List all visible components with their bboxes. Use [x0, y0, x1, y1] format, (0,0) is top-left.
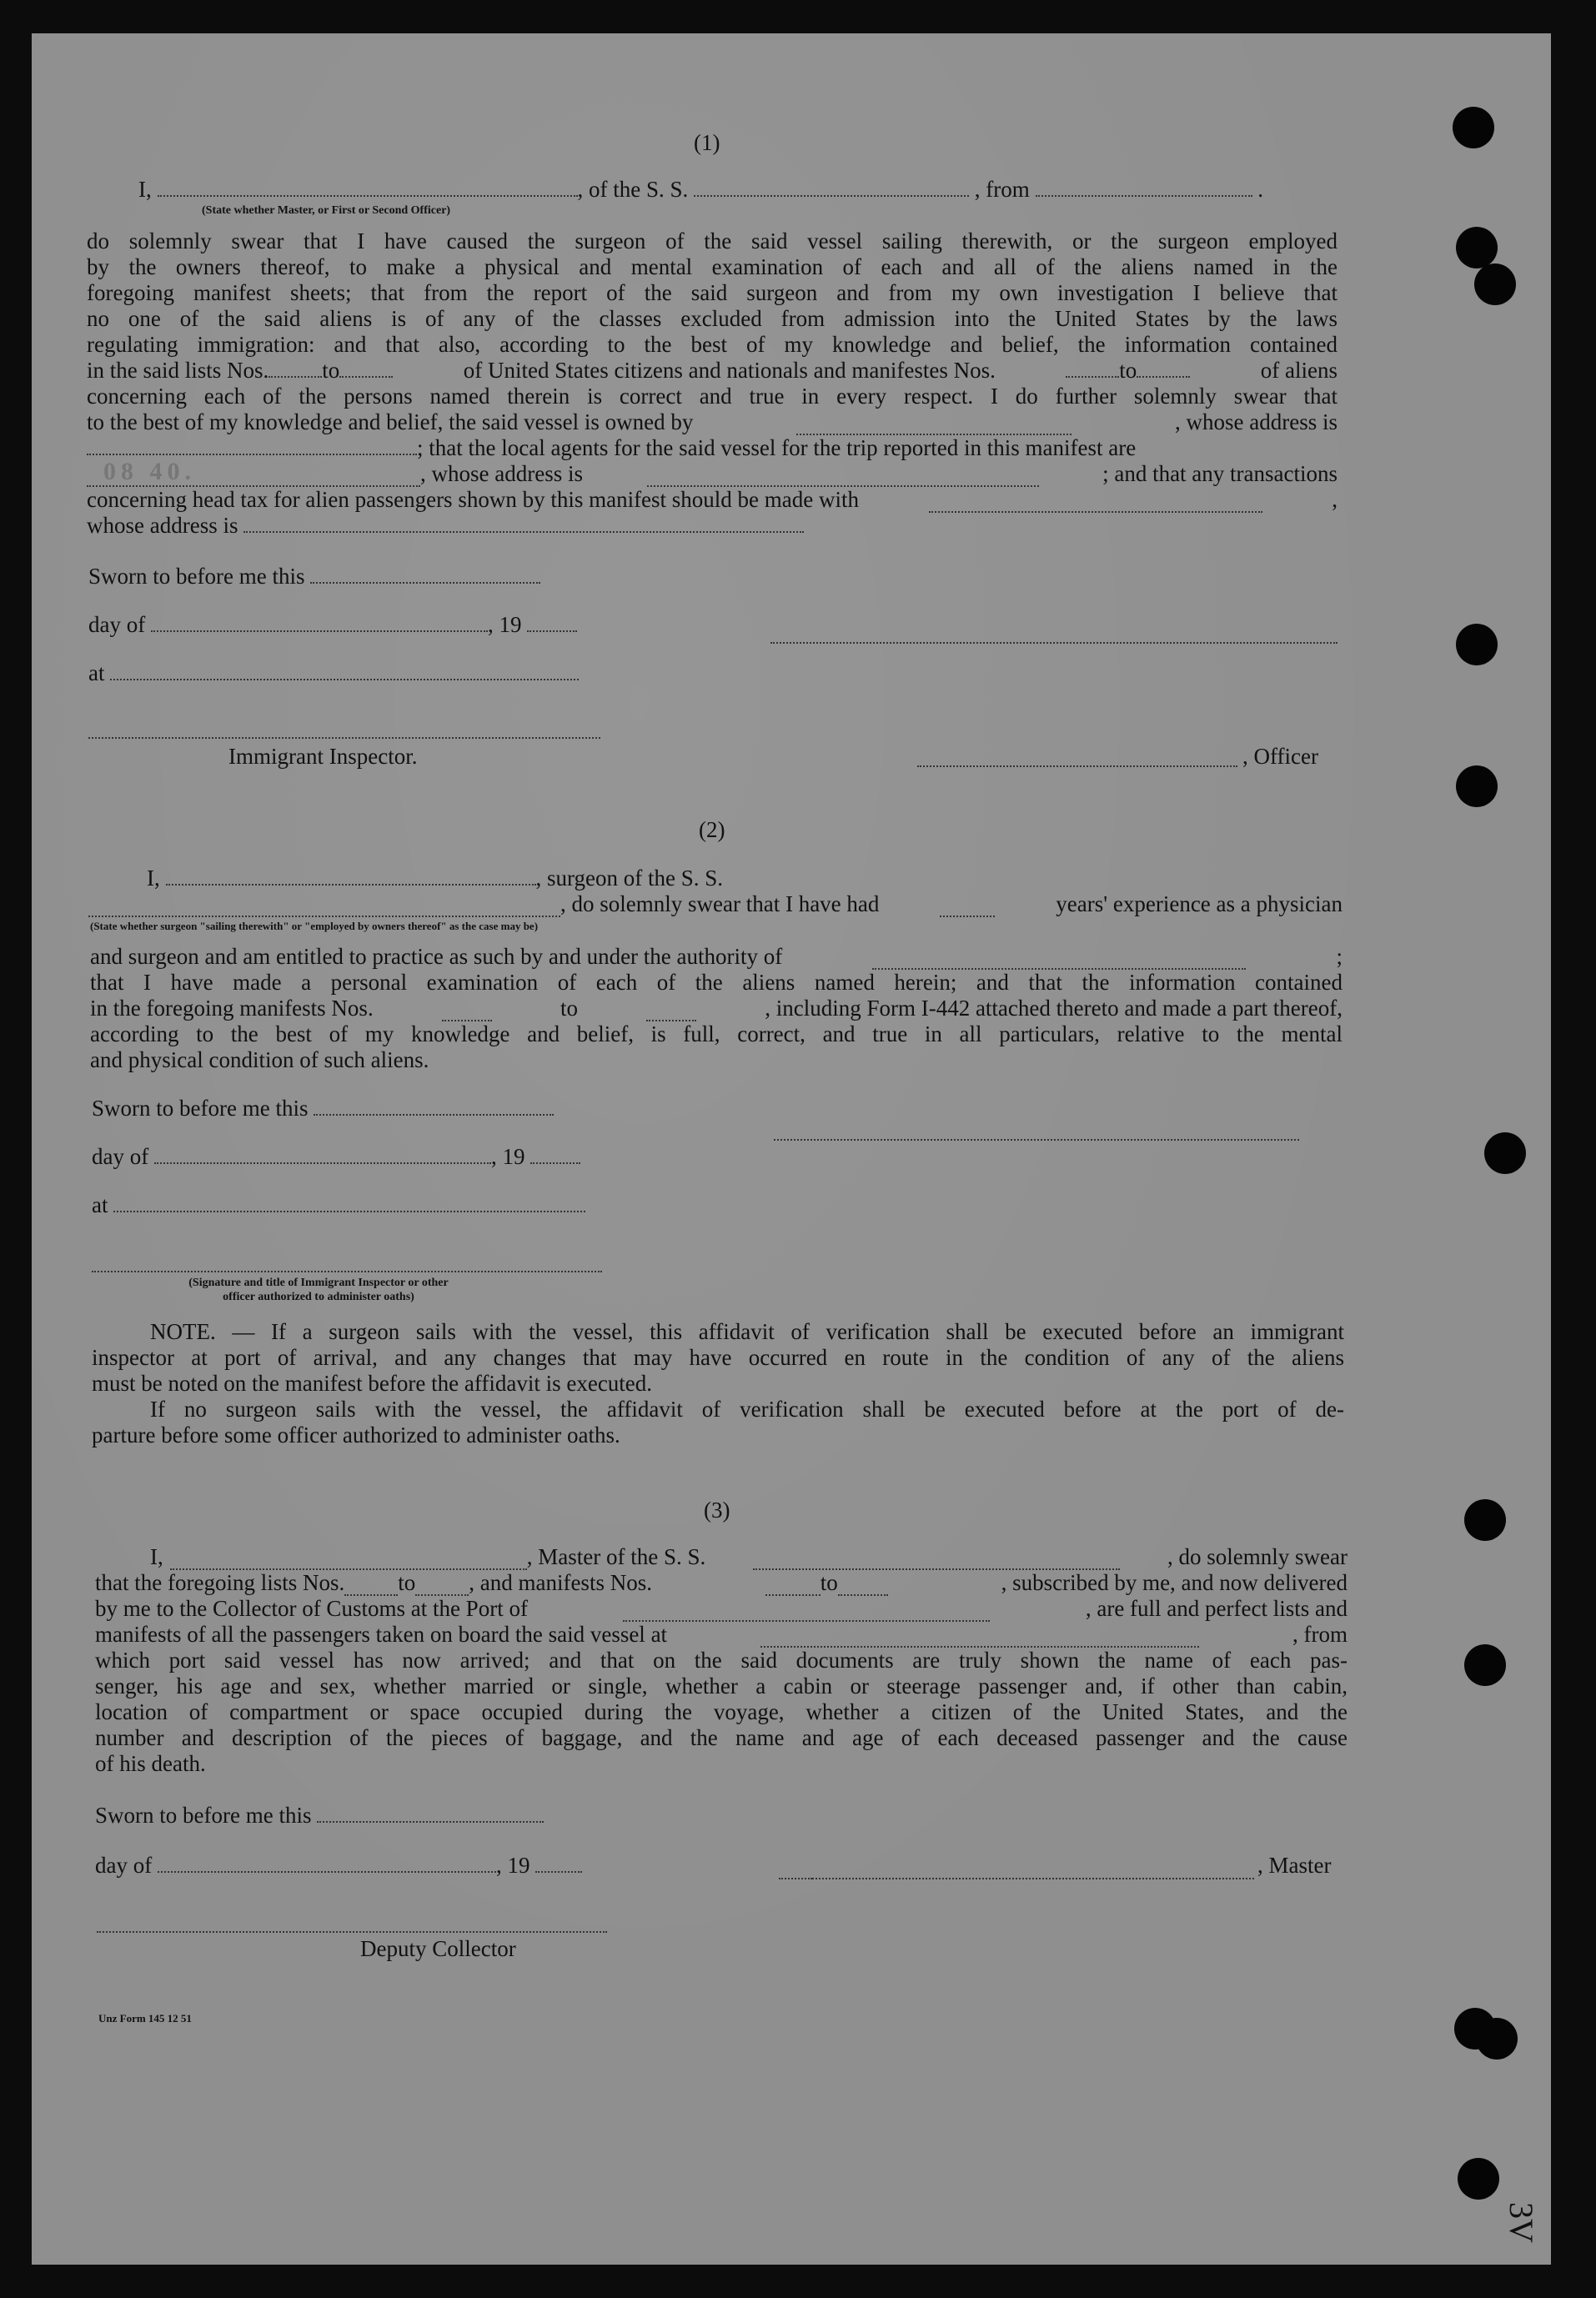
s2-month-blank[interactable] [154, 1162, 491, 1164]
s3-paragraph-line: location of compartment or space occupied during the voyage, whether a citizen of the United States, and the [95, 1699, 1348, 1724]
s2-solemnly: , do solemnly swear that I have had [560, 891, 880, 916]
s2-paragraph-last: and physical condition of such aliens. [90, 1047, 429, 1072]
s1-place-blank[interactable] [110, 679, 579, 680]
s3-sworn-line [95, 1803, 544, 1829]
note-line: inspector at port of arrival, and any changes that may have occurred en route in the condition of any of the aliens [92, 1345, 1344, 1370]
s3-line-1 [150, 1544, 1348, 1570]
note-line: If no surgeon sails with the vessel, the affidavit of verification shall be executed before at the port of de- [150, 1397, 1344, 1422]
s3-year-prefix: , 19 [495, 1853, 530, 1878]
s1-year-prefix: , 19 [487, 612, 522, 637]
s3-dayof: day of [95, 1853, 153, 1878]
s2-manifest-to-blank[interactable] [646, 996, 696, 1021]
s2-i: I, [147, 866, 160, 891]
punch-hole [1474, 263, 1516, 305]
punch-hole [1464, 1499, 1506, 1541]
s2-paragraph-line: according to the best of my knowledge and belief, is full, correct, and true in all particulars, relative to the mental [90, 1021, 1343, 1046]
s1-paragraph-line: regulating immigration: and that also, according to the best of my knowledge and belief, the information contained [87, 332, 1338, 357]
s1-sworn: Sworn to before me this [88, 564, 305, 589]
s2-line-1 [147, 866, 723, 891]
punch-hole [1456, 227, 1498, 268]
s3-and-manifests: , and manifests Nos. [469, 1570, 652, 1595]
punch-hole [1464, 1644, 1506, 1686]
vessel-owner-blank[interactable] [796, 409, 1072, 435]
note-line: NOTE. — If a surgeon sails with the vessel, this affidavit of verification shall be executed before an immigrant [150, 1319, 1344, 1344]
s2-at: at [92, 1192, 108, 1217]
s1-paragraph-line: do solemnly swear that I have caused the surgeon of the said vessel sailing therewith, or the surgeon employed [87, 228, 1338, 253]
s1-transactions: ; and that any transactions [1102, 461, 1338, 486]
s2-dayof: day of [92, 1144, 149, 1169]
punch-hole [1476, 2018, 1518, 2060]
s2-signature-caption [158, 1276, 479, 1304]
s1-inspector-signature-line[interactable] [88, 737, 600, 739]
surgeon-name-blank[interactable] [88, 891, 560, 917]
s3-dayof-line [95, 1853, 582, 1879]
punch-hole [1456, 624, 1498, 665]
s3-taken-on-board: manifests of all the passengers taken on board the said vessel at [95, 1622, 668, 1647]
s3-paragraph-line: senger, his age and sex, whether married or single, whether a cabin or steerage passenger and, if other than cabin, [95, 1673, 1348, 1698]
s1-whose-address: , whose address is [1175, 409, 1338, 434]
owner-address-blank[interactable] [87, 454, 417, 455]
s1-dayof: day of [88, 612, 146, 637]
s1-period: . [1257, 177, 1263, 202]
corner-handwritten-mark: 3V [1502, 2202, 1540, 2243]
s1-owner-line [87, 409, 1338, 435]
s1-agents-line [87, 435, 1338, 461]
section-2-number: (2) [699, 817, 725, 842]
s1-local-agents: ; that the local agents for the said vessel for the trip reported in this manifest are [417, 435, 1137, 460]
s1-citizens-manifests: of United States citizens and nationals and manifestes Nos. [463, 358, 996, 383]
s3-to-1: to [398, 1570, 416, 1595]
s2-surgeon-of-ss: , surgeon of the S. S. [535, 866, 724, 891]
s1-to-2: to [1119, 358, 1137, 383]
s1-paragraph-line: no one of the said aliens is of any of the classes excluded from admission into the United States by the laws [87, 306, 1338, 331]
s1-i: I, [138, 177, 152, 202]
s1-from: , from [974, 177, 1030, 202]
s3-master-signature-line-2[interactable] [812, 1878, 1254, 1879]
s3-master-label: , Master [1257, 1853, 1332, 1878]
s2-year-blank[interactable] [530, 1162, 580, 1164]
s2-authority: and surgeon and am entitled to practice as such by and under the authority of [90, 944, 783, 969]
head-tax-address-blank[interactable] [243, 531, 804, 533]
s1-sworn-day-blank[interactable] [310, 582, 540, 584]
s3-from: , from [1292, 1622, 1348, 1647]
s3-collector: by me to the Collector of Customs at the Port of [95, 1596, 528, 1621]
s1-whose-address-line [87, 513, 804, 539]
years-experience-blank[interactable] [940, 891, 995, 917]
alien-manifest-from-blank[interactable] [1066, 376, 1119, 378]
s2-to: to [560, 996, 578, 1021]
s3-list-from-blank[interactable] [344, 1570, 398, 1596]
s3-year-blank[interactable] [535, 1871, 582, 1873]
s3-manifest-from-blank[interactable] [765, 1570, 821, 1596]
s2-paragraph-line: that I have made a personal examination of each of the aliens named herein; and that the information contained [90, 970, 1343, 995]
s3-line-4 [95, 1622, 1348, 1648]
s1-line-1 [138, 177, 1263, 203]
section-3-number: (3) [704, 1498, 730, 1523]
s3-deputy-signature-line[interactable] [97, 1931, 607, 1933]
section-1-number: (1) [694, 130, 720, 155]
s1-at-line [88, 660, 579, 686]
citizen-list-to-blank[interactable] [339, 376, 393, 378]
s2-dayof-line [92, 1144, 580, 1170]
s2-manifests-line [90, 996, 1343, 1021]
licensing-authority-blank[interactable] [872, 944, 1246, 970]
s1-to: to [322, 358, 340, 383]
s1-officer-label: , Officer [1242, 744, 1318, 769]
punch-hole [1456, 765, 1498, 807]
s1-paragraph-line: by the owners thereof, to make a physical and mental examination of each and all of the aliens named in the [87, 254, 1338, 279]
s3-list-to-blank[interactable] [415, 1570, 469, 1596]
punch-hole [1453, 107, 1494, 148]
s2-at-line [92, 1192, 585, 1218]
s1-head-tax: concerning head tax for alien passengers shown by this manifest should be made with [87, 487, 860, 512]
s3-master-of-ss: , Master of the S. S. [526, 1544, 706, 1569]
s3-line-3 [95, 1596, 1348, 1622]
s1-list-numbers-line [87, 358, 1338, 384]
s2-line-2 [88, 891, 1343, 917]
s2-semicolon: ; [1336, 944, 1343, 969]
s1-officer-signature-line[interactable] [770, 642, 1338, 644]
s1-whose-address-2: , whose address is [420, 461, 583, 486]
punch-hole [1458, 2158, 1499, 2200]
surgeon-status-blank[interactable] [166, 884, 536, 886]
citizen-list-from-blank[interactable] [269, 376, 322, 378]
s2-sworn-day-blank[interactable] [314, 1114, 554, 1116]
s3-full-perfect: , are full and perfect lists and [1085, 1596, 1348, 1621]
s1-officer-note: (State whether Master, or First or Second Officer) [202, 204, 451, 217]
s3-paragraph-line: number and description of the pieces of baggage, and the name and age of each deceased passenger and the cause [95, 1725, 1348, 1750]
s3-sworn-day-blank[interactable] [317, 1821, 544, 1823]
officer-title-blank[interactable] [158, 195, 578, 197]
s3-to-2: to [820, 1570, 838, 1595]
local-agents-blank[interactable] [87, 458, 420, 487]
s2-sworn: Sworn to before me this [92, 1096, 309, 1121]
s1-year-blank[interactable] [527, 630, 577, 632]
s2-years-experience: years' experience as a physician [1056, 891, 1343, 916]
s3-subscribed: , subscribed by me, and now delivered [1001, 1570, 1348, 1595]
s2-signature-caption-2: officer authorized to administer oaths) [223, 1291, 414, 1303]
master-name-blank[interactable] [170, 1544, 527, 1570]
s2-including-form: , including Form I-442 attached thereto and made a part thereof, [765, 996, 1343, 1021]
s1-of-ss: , of the S. S. [577, 177, 689, 202]
s1-owned-by: to the best of my knowledge and belief, the said vessel is owned by [87, 409, 694, 434]
head-tax-agent-blank[interactable] [929, 487, 1262, 513]
s3-master-signature-line-1[interactable] [779, 1878, 812, 1879]
s1-officer-line[interactable] [917, 765, 1237, 767]
form-number: Unz Form 145 12 51 [98, 2012, 192, 2025]
note-line: must be noted on the manifest before the affidavit is executed. [92, 1371, 653, 1396]
s1-whose-address-3: whose address is [87, 513, 238, 538]
s2-administering-officer-line[interactable] [92, 1271, 602, 1272]
embarkation-port-blank[interactable] [760, 1622, 1199, 1648]
s2-sworn-line [92, 1096, 554, 1121]
s3-month-blank[interactable] [158, 1871, 496, 1873]
s3-paragraph-last: of his death. [95, 1751, 206, 1776]
s1-month-blank[interactable] [151, 630, 488, 632]
alien-manifest-to-blank[interactable] [1137, 376, 1190, 378]
s1-head-tax-line [87, 487, 1338, 513]
s2-year-prefix: , 19 [490, 1144, 525, 1169]
s3-deputy-collector: Deputy Collector [360, 1936, 516, 1961]
s3-paragraph-line: which port said vessel has now arrived; and that on the said documents are truly shown the name of each pas- [95, 1648, 1348, 1673]
s3-lists-nos: that the foregoing lists Nos. [95, 1570, 345, 1595]
s3-sworn: Sworn to before me this [95, 1803, 312, 1828]
note-line: parture before some officer authorized to administer oaths. [92, 1422, 620, 1448]
s2-place-blank[interactable] [113, 1211, 585, 1212]
s1-agents-address-line [87, 458, 1338, 487]
vessel-name-blank[interactable] [694, 195, 969, 197]
s2-manifest-from-blank[interactable] [442, 996, 492, 1021]
arrival-port-blank[interactable] [623, 1596, 990, 1622]
s1-sworn-line [88, 564, 540, 590]
agents-address-blank[interactable] [647, 461, 1039, 487]
s3-line-2 [95, 1570, 1348, 1596]
s3-vessel-blank[interactable] [753, 1544, 1120, 1570]
s2-manifests-nos: in the foregoing manifests Nos. [90, 996, 374, 1021]
s2-surgeon-signature-line[interactable] [774, 1139, 1299, 1141]
s1-immigrant-inspector: Immigrant Inspector. [228, 744, 418, 769]
s2-signature-caption-1: (Signature and title of Immigrant Inspector or other [188, 1277, 449, 1289]
s3-i: I, [150, 1544, 163, 1569]
s1-paragraph-line: concerning each of the persons named therein is correct and true in every respect. I do further solemnly swear that [87, 384, 1338, 409]
s2-authority-line [90, 944, 1343, 970]
s3-solemnly: , do solemnly swear [1167, 1544, 1348, 1569]
departure-port-blank[interactable] [1036, 195, 1252, 197]
s3-manifest-to-blank[interactable] [838, 1570, 888, 1596]
s1-dayof-line [88, 612, 577, 638]
s1-at: at [88, 660, 105, 685]
s2-surgeon-note: (State whether surgeon "sailing therewith" or "employed by owners thereof" as the case may be) [90, 920, 539, 932]
s1-lists-nos: in the said lists Nos. [87, 358, 269, 383]
s1-of-aliens: of aliens [1260, 358, 1338, 383]
punch-hole [1484, 1132, 1526, 1174]
blurred-stamp: 08 40. [103, 458, 196, 485]
s1-comma: , [1332, 487, 1338, 512]
s1-paragraph-line: foregoing manifest sheets; that from the report of the said surgeon and from my own investigation I believe that [87, 280, 1338, 305]
